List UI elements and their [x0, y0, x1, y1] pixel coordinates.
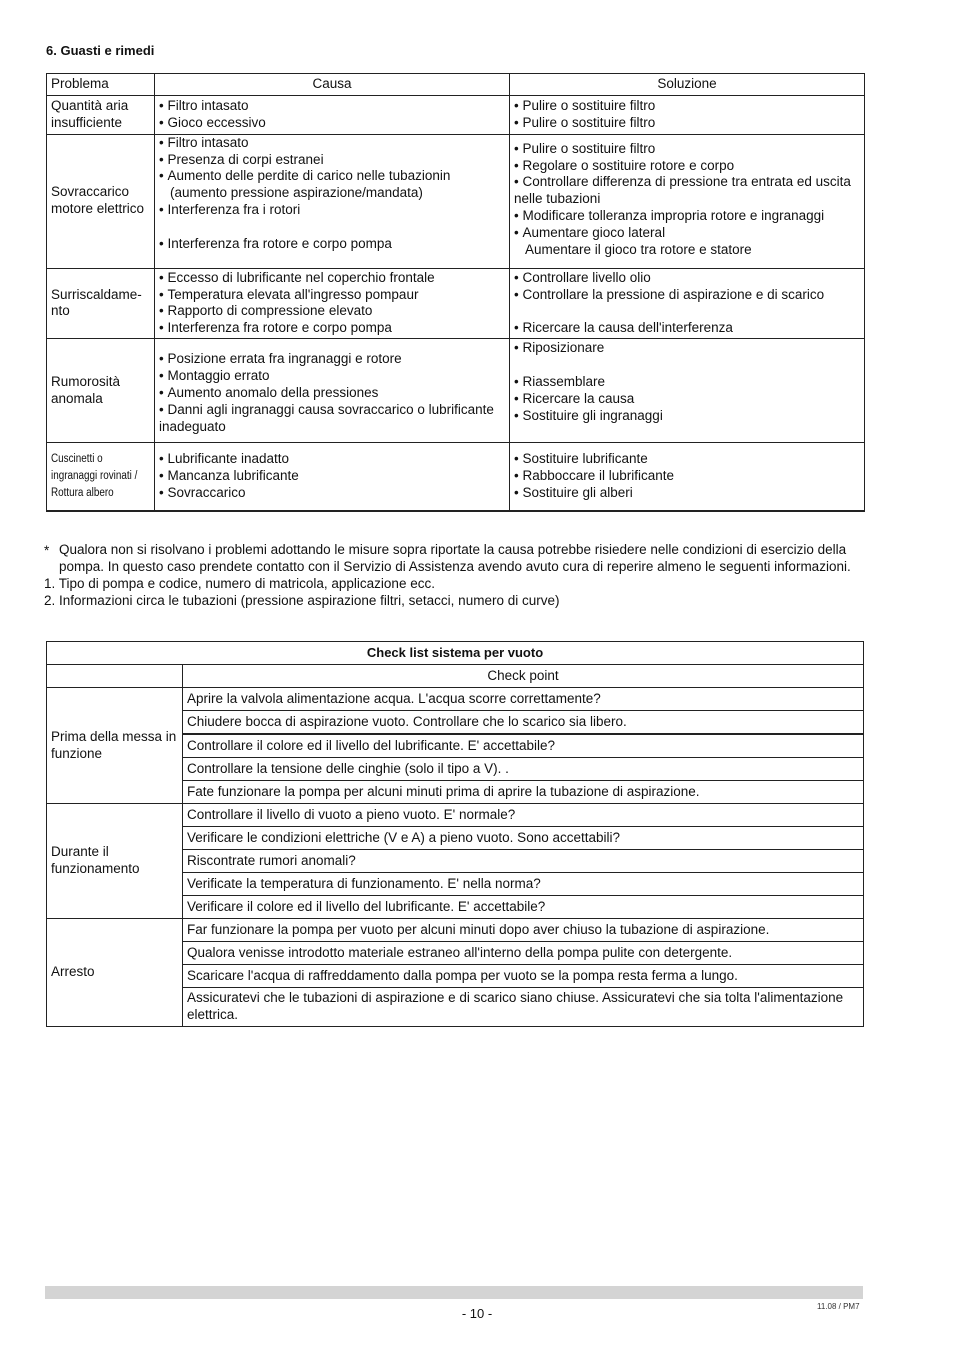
- solution-item: • Controllare la pressione di aspirazione e di scarico: [514, 287, 860, 304]
- solution-cell: [510, 95, 865, 134]
- check-point: Controllare la tensione delle cinghie (solo il tipo a V). .: [183, 758, 864, 781]
- cause-item: • Filtro intasato: [159, 135, 505, 152]
- cause-item: • Interferenza fra rotore e corpo pompa: [159, 236, 505, 253]
- document-code: 11.08 / PM7: [817, 1302, 860, 1311]
- cause-cell: [155, 134, 510, 268]
- checklist-subheader: Check point: [183, 665, 864, 688]
- header-solution: Soluzione: [510, 74, 865, 96]
- checklist-row: [47, 919, 864, 942]
- checklist-subheader-row: [47, 665, 864, 688]
- asterisk-mark: *: [44, 543, 50, 558]
- empty-cell: [47, 665, 183, 688]
- solution-item: • Modificare tolleranza impropria rotore e ingranaggi: [514, 208, 860, 225]
- check-point: Far funzionare la pompa per vuoto per alcuni minuti dopo aver chiuso la tubazione di aspirazione.: [183, 919, 864, 942]
- check-point: Chiudere bocca di aspirazione vuoto. Controllare che lo scarico sia libero.: [183, 711, 864, 735]
- table-row: [47, 268, 865, 339]
- solution-spacer: [514, 303, 860, 320]
- notes-section: [44, 542, 866, 610]
- problem-cell: Quantità aria insufficiente: [47, 95, 155, 134]
- solution-item: • Pulire o sostituire filtro: [514, 115, 860, 132]
- solution-item: • Pulire o sostituire filtro: [514, 141, 860, 158]
- solution-item: • Rabboccare il lubrificante: [514, 468, 860, 485]
- checklist-group-label: Durante il funzionamento: [47, 804, 183, 919]
- solution-cell: [510, 443, 865, 511]
- footer-bar: [45, 1286, 863, 1299]
- cause-cell: [155, 95, 510, 134]
- check-point: Assicuratevi che le tubazioni di aspirazione e di scarico siano chiuse. Assicuratevi che sia tolta l'alimentazione elettrica.: [183, 988, 864, 1027]
- cause-cell: [155, 443, 510, 511]
- cause-item: • Interferenza fra rotore e corpo pompa: [159, 320, 505, 337]
- cause-item: • Mancanza lubrificante: [159, 468, 505, 485]
- check-point: Riscontrate rumori anomali?: [183, 850, 864, 873]
- problem-cell: [47, 443, 155, 511]
- table-row: [47, 134, 865, 268]
- note-asterisk: [44, 542, 866, 576]
- check-point: Verificare le condizioni elettriche (V e A) a pieno vuoto. Sono accettabili?: [183, 827, 864, 850]
- check-point: Aprire la valvola alimentazione acqua. L'acqua scorre correttamente?: [183, 688, 864, 711]
- check-point: Verificare il colore ed il livello del lubrificante. E' accettabile?: [183, 896, 864, 919]
- checklist-title-row: [47, 642, 864, 665]
- solution-item: • Pulire o sostituire filtro: [514, 98, 860, 115]
- header-problem: Problema: [47, 74, 155, 96]
- check-point: Scaricare l'acqua di raffreddamento dalla pompa per vuoto se la pompa resta ferma a lungo.: [183, 965, 864, 988]
- cause-cell: [155, 339, 510, 443]
- note-item-1: 1. Tipo di pompa e codice, numero di matricola, applicazione ecc.: [44, 575, 435, 591]
- check-point: Controllare il colore ed il livello del lubrificante. E' accettabile?: [183, 734, 864, 758]
- cause-item: • Montaggio errato: [159, 368, 505, 385]
- cause-item: • Presenza di corpi estranei: [159, 152, 505, 169]
- checklist-group-label: Prima della messa in funzione: [47, 688, 183, 804]
- solution-cell: [510, 339, 865, 443]
- cause-cell: [155, 268, 510, 339]
- checklist-row: [47, 804, 864, 827]
- solution-cell: [510, 134, 865, 268]
- solution-item: • Sostituire gli ingranaggi: [514, 408, 860, 425]
- table-row: [47, 339, 865, 443]
- cause-item: • Danni agli ingranaggi causa sovraccarico o lubrificante inadeguato: [159, 402, 505, 436]
- note-item-2: 2. Informazioni circa le tubazioni (pressione aspirazione filtri, setacci, numero di curve): [44, 592, 560, 608]
- troubleshooting-table: [46, 73, 865, 512]
- troubleshooting-header-row: [47, 74, 865, 96]
- cause-item: • Sovraccarico: [159, 485, 505, 502]
- cause-item: • Aumento delle perdite di carico nelle tubazionin (aumento pressione aspirazione/mandata): [159, 168, 505, 202]
- problem-cell: Rumorosità anomala: [47, 339, 155, 443]
- check-point: Controllare il livello di vuoto a pieno vuoto. E' normale?: [183, 804, 864, 827]
- problem-cell: Surriscaldame-nto: [47, 268, 155, 339]
- section-title: 6. Guasti e rimedi: [46, 43, 155, 58]
- checklist-row: [47, 688, 864, 711]
- solution-item: • Regolare o sostituire rotore e corpo: [514, 158, 860, 175]
- solution-item: • Controllare differenza di pressione tra entrata ed uscita nelle tubazioni: [514, 174, 860, 208]
- cause-item: • Filtro intasato: [159, 98, 505, 115]
- solution-item: • Sostituire lubrificante: [514, 451, 860, 468]
- cause-item: • Temperatura elevata all'ingresso pompaur: [159, 287, 505, 304]
- cause-item: • Aumento anomalo della pressiones: [159, 385, 505, 402]
- solution-item: • Ricercare la causa: [514, 391, 860, 408]
- header-cause: Causa: [155, 74, 510, 96]
- solution-item: • Ricercare la causa dell'interferenza: [514, 320, 860, 337]
- solution-item: • Aumentare gioco lateral: [514, 225, 860, 242]
- cause-item: • Rapporto di compressione elevato: [159, 303, 505, 320]
- checklist-table: [46, 641, 864, 1027]
- checklist-title: Check list sistema per vuoto: [47, 642, 864, 665]
- cause-item: • Interferenza fra i rotori: [159, 202, 505, 219]
- problem-cell: Sovraccarico motore elettrico: [47, 134, 155, 268]
- solution-item: • Riposizionare: [514, 340, 860, 357]
- table-row: [47, 95, 865, 134]
- solution-item: • Riassemblare: [514, 374, 860, 391]
- table-row: [47, 443, 865, 511]
- solution-spacer: [514, 357, 860, 374]
- solution-item: • Controllare livello olio: [514, 270, 860, 287]
- note-text: Qualora non si risolvano i problemi adottando le misure sopra riportate la causa potrebbe risiedere nelle condizioni di esercizio della pompa. In questo caso prendete contatto con il Servizio di Assistenza avendo avuto cura di reperire almeno le seguenti informazioni.: [59, 542, 851, 574]
- solution-item: Aumentare il gioco tra rotore e statore: [525, 241, 752, 257]
- cause-item: • Gioco eccessivo: [159, 115, 505, 132]
- solution-item: • Sostituire gli alberi: [514, 485, 860, 502]
- cause-item: • Posizione errata fra ingranaggi e rotore: [159, 351, 505, 368]
- check-point: Verificate la temperatura di funzionamento. E' nella norma?: [183, 873, 864, 896]
- cause-item: • Lubrificante inadatto: [159, 451, 505, 468]
- checklist-group-label: Arresto: [47, 919, 183, 1027]
- check-point: Fate funzionare la pompa per alcuni minuti prima di aprire la tubazione di aspirazione.: [183, 781, 864, 804]
- problem-text: Cuscinetti o ingranaggi rovinati / Rottura albero: [51, 453, 138, 499]
- page-number: - 10 -: [461, 1306, 493, 1321]
- solution-cell: [510, 268, 865, 339]
- cause-spacer: [159, 219, 505, 236]
- check-point: Qualora venisse introdotto materiale estraneo all'interno della pompa pulite con detergente.: [183, 942, 864, 965]
- cause-item: • Eccesso di lubrificante nel coperchio frontale: [159, 270, 505, 287]
